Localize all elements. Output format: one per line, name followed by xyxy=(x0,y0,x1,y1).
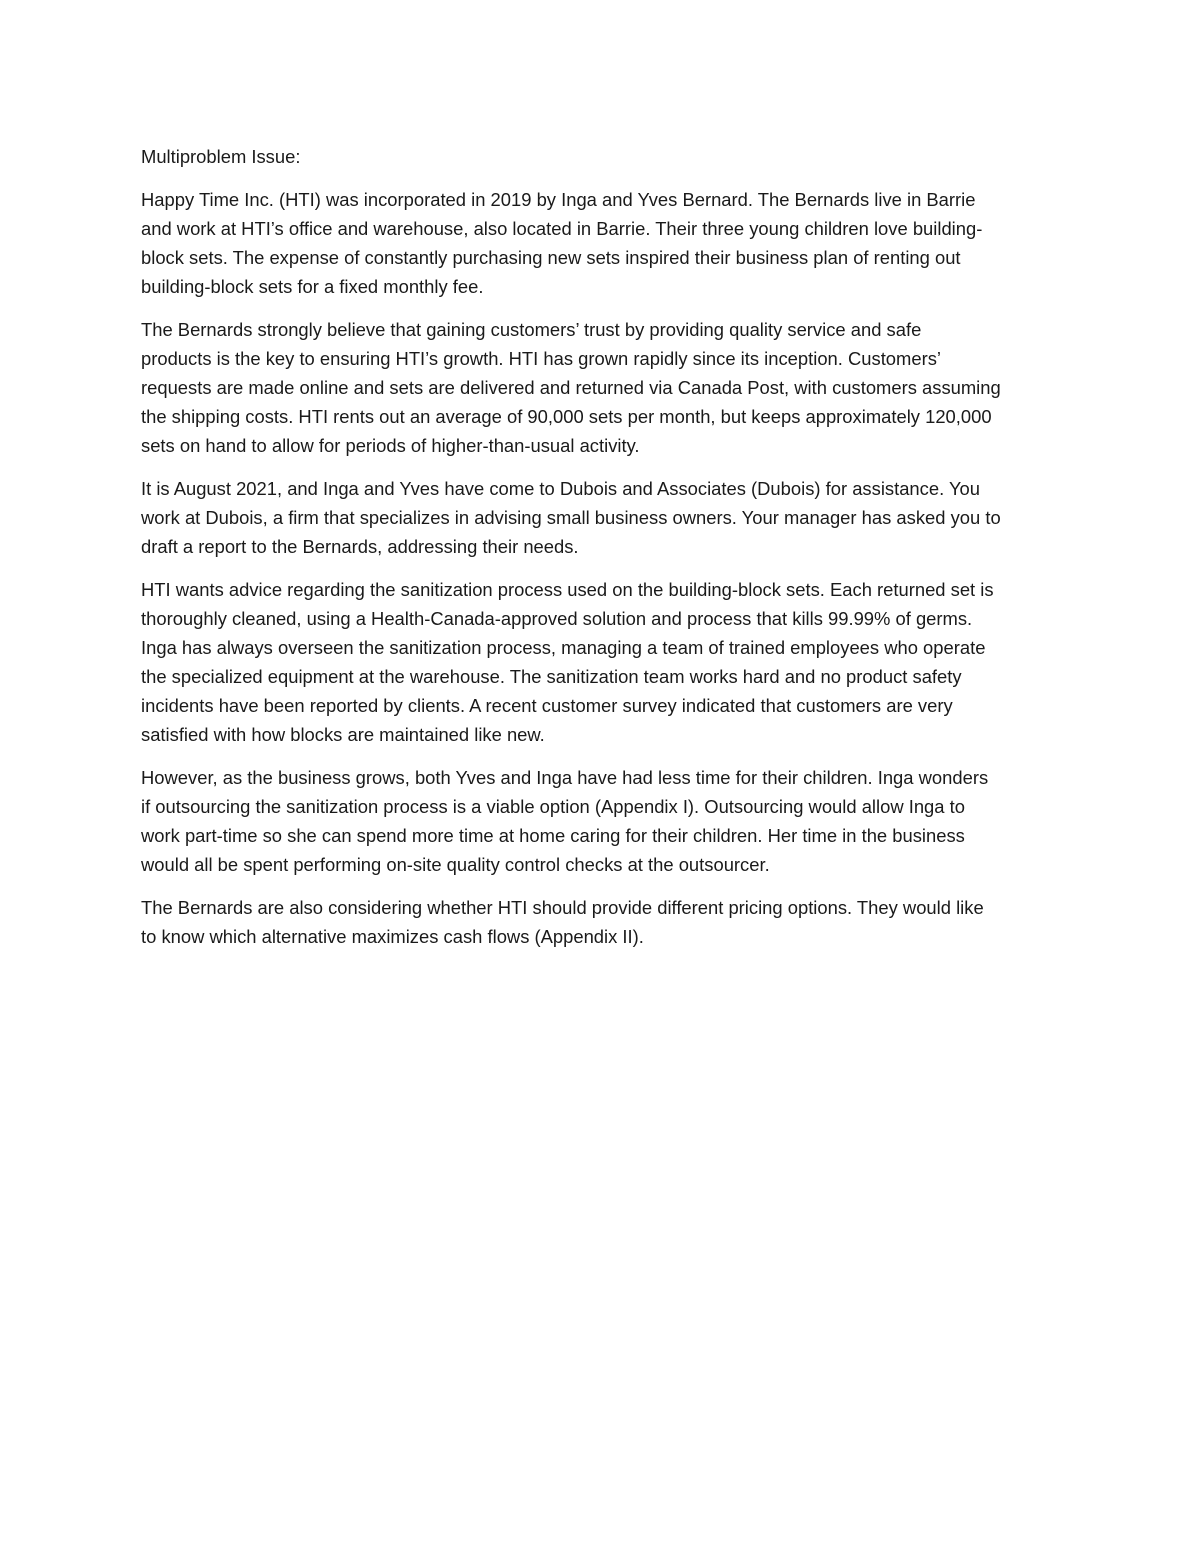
paragraph-line: However, as the business grows, both Yves and Inga have had less time for their children. Inga wonders xyxy=(141,767,989,788)
paragraph-line: products is the key to ensuring HTI’s growth. HTI has grown rapidly since its inception. Customers’ xyxy=(141,348,941,369)
paragraph-line: satisfied with how blocks are maintained like new. xyxy=(141,724,545,745)
paragraph-line: sets on hand to allow for periods of higher-than-usual activity. xyxy=(141,435,640,456)
document-body xyxy=(141,142,1071,965)
paragraph-line: if outsourcing the sanitization process is a viable option (Appendix I). Outsourcing would allow Inga to xyxy=(141,796,965,817)
paragraph-trust xyxy=(141,315,1071,460)
paragraph-line: The Bernards strongly believe that gaining customers’ trust by providing quality service and safe xyxy=(141,319,922,340)
paragraph-line: to know which alternative maximizes cash flows (Appendix II). xyxy=(141,926,644,947)
paragraph-line: Happy Time Inc. (HTI) was incorporated in 2019 by Inga and Yves Bernard. The Bernards live in Barrie xyxy=(141,189,976,210)
paragraph-intro xyxy=(141,185,1071,301)
paragraph-line: incidents have been reported by clients. A recent customer survey indicated that customers are very xyxy=(141,695,953,716)
paragraph-line: would all be spent performing on-site quality control checks at the outsourcer. xyxy=(141,854,770,875)
document-heading: Multiproblem Issue: xyxy=(141,146,301,167)
paragraph-pricing xyxy=(141,893,1071,951)
paragraph-line: Inga has always overseen the sanitization process, managing a team of trained employees who operate xyxy=(141,637,986,658)
paragraph-line: It is August 2021, and Inga and Yves have come to Dubois and Associates (Dubois) for assistance. You xyxy=(141,478,981,499)
paragraph-line: HTI wants advice regarding the sanitization process used on the building-block sets. Each returned set is xyxy=(141,579,994,600)
paragraph-line: thoroughly cleaned, using a Health-Canada-approved solution and process that kills 99.99% of germs. xyxy=(141,608,973,629)
paragraph-line: the specialized equipment at the warehouse. The sanitization team works hard and no product safety xyxy=(141,666,962,687)
paragraph-sanitization xyxy=(141,575,1071,749)
paragraph-line: draft a report to the Bernards, addressing their needs. xyxy=(141,536,579,557)
paragraph-line: the shipping costs. HTI rents out an average of 90,000 sets per month, but keeps approximately 120,000 xyxy=(141,406,992,427)
paragraph-line: and work at HTI’s office and warehouse, also located in Barrie. Their three young children love building- xyxy=(141,218,983,239)
paragraph-line: The Bernards are also considering whether HTI should provide different pricing options. They would like xyxy=(141,897,984,918)
paragraph-engagement xyxy=(141,474,1071,561)
paragraph-outsourcing xyxy=(141,763,1071,879)
paragraph-line: block sets. The expense of constantly purchasing new sets inspired their business plan of renting out xyxy=(141,247,961,268)
paragraph-line: work part-time so she can spend more time at home caring for their children. Her time in the business xyxy=(141,825,965,846)
paragraph-line: requests are made online and sets are delivered and returned via Canada Post, with customers assuming xyxy=(141,377,1001,398)
paragraph-line: work at Dubois, a firm that specializes in advising small business owners. Your manager has asked you to xyxy=(141,507,1001,528)
paragraph-line: building-block sets for a fixed monthly fee. xyxy=(141,276,484,297)
